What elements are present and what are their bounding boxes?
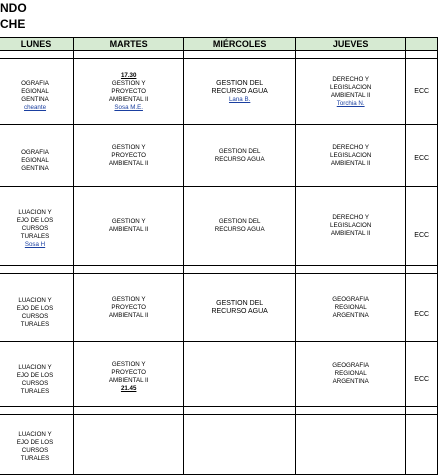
miercoles-cell <box>184 415 296 475</box>
subject-line: RECURSO AGUA <box>211 307 268 315</box>
subject-line: ARGENTINA <box>332 311 369 319</box>
subject-line: EGIONAL <box>21 156 49 164</box>
spacer-row <box>0 51 438 59</box>
class-time: 17.30 <box>120 71 137 79</box>
jueves-cell <box>296 59 406 125</box>
teacher-name: Sosa M.E. <box>114 103 143 111</box>
subject-line: REGIONAL <box>334 303 367 311</box>
subject-line: RECURSO AGUA <box>214 155 265 163</box>
subject-line: AMBIENTAL II <box>108 226 149 233</box>
teacher-name: cheante <box>24 103 47 111</box>
subject-line: CURSOS <box>21 380 49 387</box>
subject-line: LEGISLACION <box>330 222 372 229</box>
schedule-title-line-2: CHE <box>0 17 26 31</box>
subject-line: DERECHO Y <box>332 143 370 151</box>
subject-line: PROYECTO <box>111 87 146 95</box>
subject-line: GESTION Y <box>111 361 146 368</box>
teacher-name: Torchia N. <box>336 99 365 107</box>
lunes-cell <box>0 59 74 125</box>
subject-line: LUACION Y <box>18 296 52 304</box>
viernes-cell: ECC <box>406 187 438 266</box>
viernes-cell: ECC <box>406 274 438 342</box>
viernes-cell <box>406 415 438 475</box>
subject-line: PROYECTO <box>111 303 146 311</box>
subject-line: EJO DE LOS <box>16 217 54 224</box>
subject-line: EGIONAL <box>21 87 49 95</box>
subject-line: GESTION Y <box>111 79 146 87</box>
miercoles-cell <box>184 187 296 266</box>
subject-line: GEOGRAFIA <box>332 362 370 369</box>
schedule-row <box>0 342 438 407</box>
jueves-cell <box>296 342 406 407</box>
schedule-row <box>0 274 438 342</box>
subject-line: PROYECTO <box>111 151 146 159</box>
subject-line: OGRAFIA <box>21 148 49 156</box>
subject-line: GESTION DEL <box>216 299 264 307</box>
subject-line: CURSOS <box>21 446 49 454</box>
day-header-martes: MARTES <box>74 38 184 51</box>
subject-line: CURSOS <box>21 312 49 320</box>
subject-line: EJO DE LOS <box>16 438 54 446</box>
subject-line: LUACION Y <box>18 209 52 216</box>
jueves-cell <box>296 274 406 342</box>
schedule-row <box>0 415 438 475</box>
subject-line: CURSOS <box>21 225 49 232</box>
subject-line: OGRAFIA <box>21 79 49 87</box>
viernes-cell: ECC <box>406 125 438 187</box>
subject-line: AMBIENTAL II <box>108 95 149 103</box>
day-header-miercoles: MIÉRCOLES <box>184 38 296 51</box>
subject-line: EJO DE LOS <box>16 304 54 312</box>
jueves-cell <box>296 187 406 266</box>
subject-line: GESTION DEL <box>218 147 261 155</box>
jueves-cell <box>296 415 406 475</box>
miercoles-cell <box>184 59 296 125</box>
subject-line: TURALES <box>20 454 50 462</box>
subject-line: TURALES <box>20 320 50 328</box>
subject-line: GESTION DEL <box>218 218 261 225</box>
miercoles-cell <box>184 274 296 342</box>
spacer-row <box>0 266 438 274</box>
subject-line: GENTINA <box>21 164 49 172</box>
schedule-table <box>0 37 438 475</box>
subject-line: AMBIENTAL II <box>108 377 149 384</box>
martes-cell <box>74 187 184 266</box>
subject-line: LUACION Y <box>18 430 52 438</box>
martes-cell <box>74 342 184 407</box>
subject-line: AMBIENTAL II <box>108 159 149 167</box>
day-header-jueves: JUEVES <box>296 38 406 51</box>
subject-line: RECURSO AGUA <box>214 226 265 233</box>
miercoles-cell <box>184 125 296 187</box>
subject-line: GESTION Y <box>111 218 146 225</box>
martes-cell <box>74 59 184 125</box>
subject-line: LUACION Y <box>18 364 52 371</box>
subject-line: DERECHO Y <box>332 75 370 83</box>
day-header-row <box>0 38 438 51</box>
subject-line: GESTION Y <box>111 295 146 303</box>
subject-line: TURALES <box>20 233 50 240</box>
miercoles-cell <box>184 342 296 407</box>
jueves-cell <box>296 125 406 187</box>
subject-line: AMBIENTAL II <box>108 311 149 319</box>
martes-cell <box>74 274 184 342</box>
schedule-title-line-1: NDO <box>0 1 27 15</box>
subject-line: RECURSO AGUA <box>211 87 268 95</box>
day-header-lunes: LUNES <box>0 38 74 51</box>
subject-line: GESTION DEL <box>216 79 264 87</box>
subject-line: LEGISLACION <box>330 151 372 159</box>
lunes-cell <box>0 187 74 266</box>
lunes-cell <box>0 125 74 187</box>
martes-cell <box>74 125 184 187</box>
subject-line: GENTINA <box>21 95 49 103</box>
schedule-row <box>0 125 438 187</box>
subject-line: DERECHO Y <box>332 214 370 221</box>
subject-line: AMBIENTAL II <box>330 91 371 99</box>
subject-line: LEGISLACION <box>330 83 372 91</box>
subject-line: AMBIENTAL II <box>330 159 371 167</box>
day-header-viernes <box>406 38 438 51</box>
subject-line: TURALES <box>20 388 50 395</box>
lunes-cell <box>0 342 74 407</box>
class-time: 21.45 <box>120 385 137 392</box>
lunes-cell <box>0 415 74 475</box>
subject-line: PROYECTO <box>111 369 146 376</box>
schedule-row <box>0 59 438 125</box>
teacher-name: Sosa H <box>24 241 46 248</box>
subject-line: REGIONAL <box>334 370 367 377</box>
subject-line: AMBIENTAL II <box>330 230 371 237</box>
lunes-cell <box>0 274 74 342</box>
subject-line: ARGENTINA <box>332 378 369 385</box>
subject-line: EJO DE LOS <box>16 372 54 379</box>
viernes-cell: ECC <box>406 342 438 407</box>
subject-line: GEOGRAFIA <box>332 295 370 303</box>
viernes-cell: ECC <box>406 59 438 125</box>
martes-cell <box>74 415 184 475</box>
schedule-row <box>0 187 438 266</box>
subject-line: GESTION Y <box>111 143 146 151</box>
spacer-row <box>0 407 438 415</box>
teacher-name: Lana B. <box>228 95 251 103</box>
